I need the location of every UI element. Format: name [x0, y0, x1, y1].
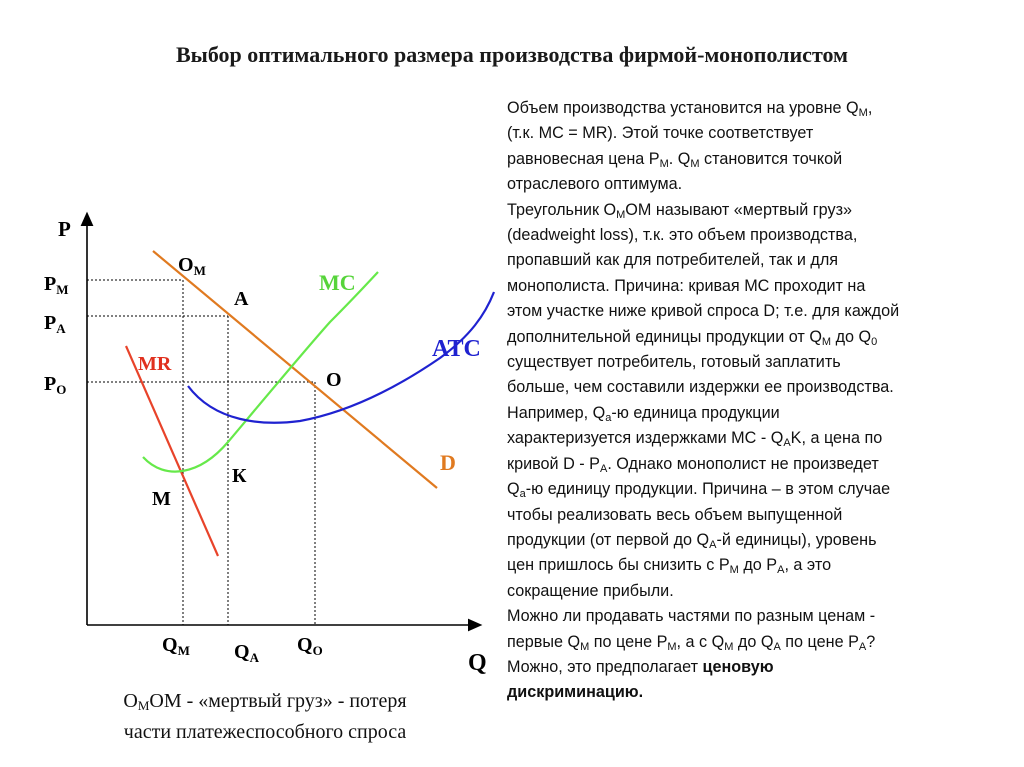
text-line: кривой D - $P_A$. Однако монополист не произведет: [507, 454, 879, 475]
monopoly-diagram: [0, 0, 500, 690]
text-line: пропавший как для потребителей, так и для: [507, 251, 839, 270]
point-label-om: $O_M$: [178, 254, 206, 278]
point-label-a: A: [234, 288, 249, 310]
text-line: (т.к. МС = MR). Этой точке соответствует: [507, 124, 814, 143]
diagram-caption: [40, 686, 490, 748]
text-line: сокращение прибыли.: [507, 581, 674, 600]
text-line: больше, чем составили издержки ее производства.: [507, 378, 894, 397]
text-line: отраслевого оптимума.: [507, 175, 683, 194]
text-line: (deadweight loss), т.к. это объем производства,: [507, 226, 858, 245]
caption-line-1: $O_MOM$ - «мертвый груз» - потеря: [123, 690, 407, 713]
text-line: дополнительной единицы продукции от $Q_M$ до $Q_0$: [507, 327, 878, 348]
text-line: Объем производства установится на уровне $Q_M$,: [507, 99, 873, 119]
mr-curve: [126, 346, 218, 556]
explanation-text: [507, 96, 1017, 706]
mc-curve: [143, 272, 378, 472]
price-label-pa: $P_A$: [44, 312, 66, 336]
page-title: Выбор оптимального размера производства фирмой-монополистом: [175, 42, 849, 67]
text-line: Например, $Q_а-ю$ единица продукции: [507, 403, 780, 424]
text-line: чтобы реализовать весь объем выпущенной: [507, 505, 843, 524]
demand-label: D: [440, 450, 456, 475]
point-label-k: К: [232, 465, 247, 487]
demand-curve: [153, 251, 437, 488]
caption-line-2: части платежеспособного спроса: [123, 721, 407, 743]
point-label-o: O: [326, 369, 342, 391]
price-label-pm: $P_M$: [44, 273, 69, 297]
text-line: первые $Q_M$ по цене $P_M$, а с $Q_M$ до $Q_A$ по цене $P_A$?: [507, 632, 876, 653]
mc-label: MC: [319, 270, 356, 295]
text-line: Можно ли продавать частями по разным ценам -: [507, 607, 876, 626]
text-line: $Q_а-ю$ единицу продукции. Причина – в этом случае: [507, 480, 891, 501]
text-line: равновесная цена $P_M$. $Q_M$ становится точкой: [507, 149, 843, 170]
quantity-label-qm: $Q_M$: [162, 634, 190, 658]
text-line: монополиста. Причина: кривая МС проходит на: [507, 276, 866, 295]
price-label-po: $P_O$: [44, 373, 67, 397]
text-line: продукции (от первой до $Q_A-й$ единицы), уровень: [507, 530, 877, 551]
text-line: этом участке ниже кривой спроса D; т.е. для каждой: [507, 302, 900, 321]
text-line: Можно, это предполагает ценовую: [507, 657, 774, 676]
mr-label: MR: [138, 353, 172, 375]
quantity-label-qa: $Q_A$: [234, 641, 259, 665]
guide-lines: [87, 280, 315, 625]
y-axis-label: P: [58, 217, 71, 241]
text-line: характеризуется издержками МС - $Q_AK$, а цена по: [507, 429, 883, 450]
x-axis-label: Q: [468, 650, 487, 676]
text-line: цен пришлось бы снизить с $P_M$ до $P_A$, а это: [507, 556, 832, 577]
atc-label: ATC: [432, 336, 481, 362]
point-label-m: M: [152, 488, 171, 510]
quantity-label-qo: $Q_O$: [297, 634, 323, 658]
text-line: Треугольник $O_MOM$ называют «мертвый груз»: [507, 200, 853, 221]
text-line: существует потребитель, готовый заплатить: [507, 353, 841, 372]
text-line: дискриминацию.: [507, 683, 644, 702]
